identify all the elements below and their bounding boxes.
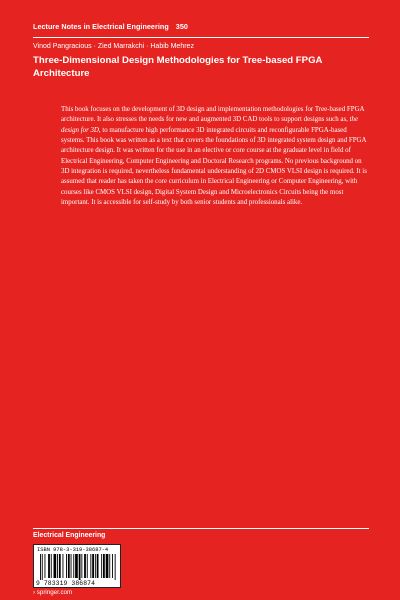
isbn-number: ISBN 978-3-319-38687-4 <box>37 547 109 553</box>
publisher-website-link[interactable]: › springer.com <box>33 589 73 596</box>
barcode-bar <box>95 554 96 578</box>
barcode-bar <box>103 554 105 578</box>
barcode-bar <box>42 554 43 580</box>
barcode-bar <box>112 554 113 578</box>
barcode-bar <box>84 554 86 578</box>
barcode-bar <box>87 554 88 578</box>
bottom-divider <box>33 528 369 529</box>
barcode-bar <box>97 554 99 578</box>
barcode-icon <box>40 554 116 580</box>
subject-category: Electrical Engineering <box>33 532 106 539</box>
series-heading <box>33 22 188 31</box>
barcode-bar <box>48 554 50 578</box>
barcode-bar <box>45 554 46 578</box>
barcode-bar <box>68 554 70 578</box>
barcode-bar <box>40 554 41 580</box>
book-title <box>33 55 363 80</box>
top-divider <box>33 37 369 38</box>
series-name: Lecture Notes in Electrical Engineering <box>33 22 169 31</box>
barcode-label <box>33 544 121 588</box>
barcode-bar <box>90 554 91 578</box>
barcode-bar <box>73 554 74 578</box>
barcode-bar <box>115 554 116 580</box>
barcode-bar <box>92 554 94 578</box>
barcode-bar <box>81 554 82 578</box>
description-text-end: , to manufacture high performance 3D integrated circuits and reconfigurable FPGA-based systems. This book was written as a text that covers the foundations of 3D integrated system design and FPGA architecture design. It was written for the use in an elective or core course at the graduate level in field of Electrical Engineering, Computer Engineering and Doctoral Research programs. No previous background on 3D integration is required, nevertheless fundamental understanding of 2D CMOS VLSI design is required. It is assumed that reader has taken the core curriculum in Electrical Engineering or Computer Engineering, with courses like CMOS VLSI design, Digital System Design and Microelectronics Circuits being the most important. It is accessible for self-study by both senior students and professionals alike. <box>61 126 367 207</box>
barcode-bar <box>63 554 64 578</box>
description-text-start: This book focuses on the development of 3D design and implementation methodologies for Tree-based FPGA architecture. It also stresses the needs for new and augmented 3D CAD tools to support designs such as, <box>61 106 365 124</box>
series-number: 350 <box>175 22 188 31</box>
book-description <box>61 105 371 208</box>
barcode-bar <box>66 554 67 578</box>
barcode-bar <box>106 554 109 578</box>
barcode-bar <box>59 554 61 578</box>
barcode-bar <box>51 554 52 578</box>
book-title-line-2: Architecture <box>33 67 90 79</box>
barcode-bar <box>71 554 72 578</box>
barcode-bar <box>79 554 81 580</box>
description-emphasis: the design for 3D <box>61 116 358 134</box>
authors-line: Vinod Pangracious · Zied Marrakchi · Habib Mehrez <box>33 43 194 50</box>
barcode-bar <box>109 554 110 578</box>
book-title-line-1: Three-Dimensional Design Methodologies for Tree-based FPGA <box>33 55 323 66</box>
barcode-bar <box>54 554 57 578</box>
barcode-bar <box>101 554 102 578</box>
ean-number: 9 783319 386874 <box>36 579 96 587</box>
barcode-bar <box>57 554 58 578</box>
barcode-bar <box>75 554 78 578</box>
